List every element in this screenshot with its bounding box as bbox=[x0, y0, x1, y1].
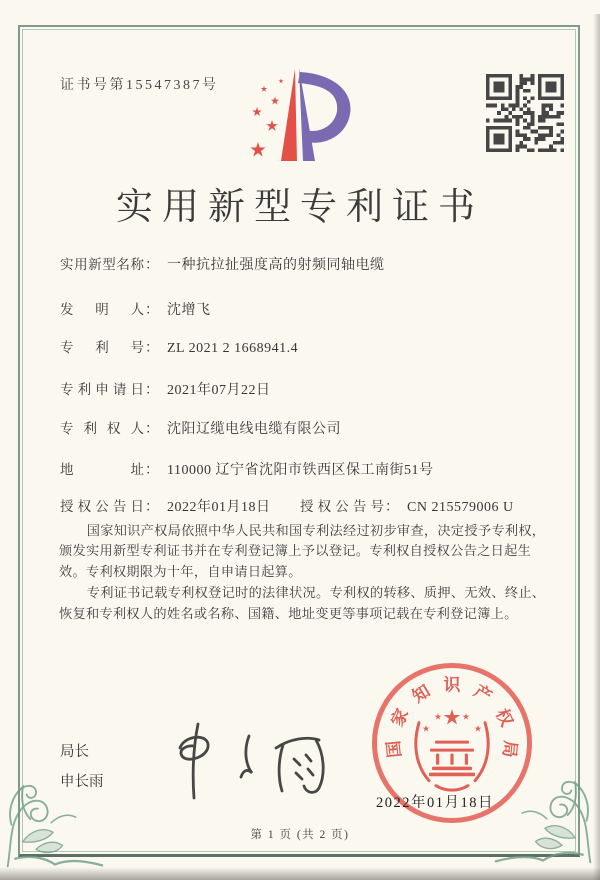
seal-char: 国 bbox=[383, 739, 405, 759]
field-colon: ： bbox=[145, 500, 159, 515]
corner-flourish-icon bbox=[2, 766, 106, 874]
legal-paragraph: 国家知识产权局依照中华人民共和国专利法经过初步审查，决定授予专利权，颁发实用新型专利证书并在专利登记簿上予以登记。专利权自授权公告之日起生效。专利权期限为十年，自申请日起算。 bbox=[59, 523, 546, 579]
field-label: 实用新型名称 bbox=[60, 257, 144, 272]
field-label: 授权公告日 bbox=[60, 499, 144, 514]
signer-title: 局长 bbox=[60, 744, 89, 760]
commissioner-signature bbox=[148, 716, 348, 811]
seal-char: 局 bbox=[499, 739, 521, 759]
field-value: 沈阳辽缆电线电缆有限公司 bbox=[167, 422, 341, 437]
signer-name: 申长雨 bbox=[60, 774, 104, 790]
seal-date: 2022年01月18日 bbox=[376, 795, 494, 811]
field-value: CN 215579006 U bbox=[407, 500, 514, 515]
legal-text bbox=[59, 521, 546, 625]
field-value: 110000 辽宁省沈阳市铁西区保工南街51号 bbox=[167, 463, 434, 478]
field-value: 沈增飞 bbox=[167, 303, 211, 318]
field-label: 专利权人 bbox=[60, 421, 144, 436]
grant-number-group bbox=[300, 495, 514, 516]
seal-char: 权 bbox=[491, 705, 517, 730]
field-value: 2021年07月22日 bbox=[167, 383, 271, 398]
field-colon: ： bbox=[145, 303, 159, 318]
field-colon: ： bbox=[145, 383, 159, 398]
field-row-address bbox=[60, 458, 433, 479]
field-value: 2022年01月18日 bbox=[167, 500, 271, 515]
field-row-grant bbox=[60, 495, 514, 516]
field-row-name bbox=[60, 253, 385, 274]
certificate-title: 实用新型专利证书 bbox=[116, 187, 484, 228]
field-colon: ： bbox=[145, 341, 159, 356]
scan-shadow-right bbox=[593, 14, 600, 880]
cnipa-logo-icon bbox=[236, 62, 366, 167]
certificate-number: 证书号第15547387号 bbox=[60, 78, 219, 93]
field-value: ZL 2021 2 1668941.4 bbox=[167, 341, 299, 356]
field-row-filing-date bbox=[60, 378, 271, 399]
page-number: 第 1 页 (共 2 页) bbox=[250, 829, 350, 841]
field-colon: ： bbox=[145, 463, 159, 478]
field-row-patent-number bbox=[60, 336, 298, 357]
seal-char: 知 bbox=[409, 681, 434, 707]
field-row-inventor bbox=[60, 298, 211, 319]
field-colon: ： bbox=[145, 422, 159, 437]
national-emblem-icon bbox=[409, 701, 495, 793]
qr-code bbox=[486, 74, 564, 152]
field-colon: ： bbox=[145, 258, 159, 273]
field-label: 授权公告号 bbox=[300, 499, 384, 514]
seal-char: 家 bbox=[387, 705, 413, 730]
field-label: 发明人 bbox=[60, 302, 144, 317]
field-label: 专利号 bbox=[60, 340, 144, 355]
field-label: 专利申请日 bbox=[60, 382, 144, 397]
field-colon: ： bbox=[385, 500, 399, 515]
field-row-patentee bbox=[60, 417, 341, 438]
field-value: 一种抗拉扯强度高的射频同轴电缆 bbox=[167, 258, 385, 273]
field-label: 地址 bbox=[60, 462, 144, 477]
legal-paragraph: 专利证书记载专利权登记时的法律状况。专利权的转移、质押、无效、终止、恢复和专利权人的姓名或名称、国籍、地址变更等事项记载在专利登记簿上。 bbox=[59, 585, 546, 621]
seal-char: 识 bbox=[443, 675, 461, 695]
seal-char: 产 bbox=[470, 681, 495, 707]
